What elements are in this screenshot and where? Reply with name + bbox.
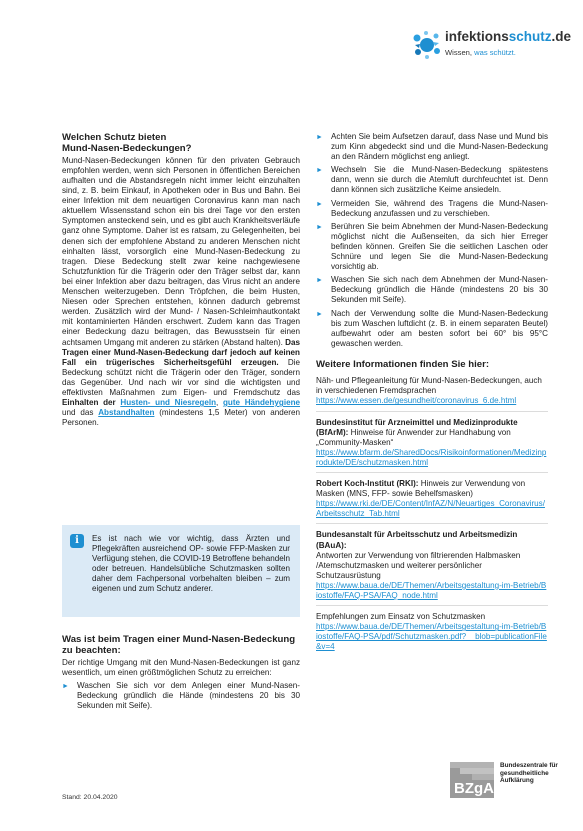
- link-block: Bundesinstitut für Arzneimittel und Medizinprodukte (BfArM): Hinweise für Anwender zur Handhabung von „Community-Masken“ https://www.bfarm.de/SharedDocs/Risikoinformationen/Medizinprodukte/DE/schutzmasken.html: [316, 418, 548, 473]
- bzga-logo-text: BZgA: [454, 780, 494, 797]
- handling-section: [62, 634, 300, 714]
- link-block: Bundesanstalt für Arbeitsschutz und Arbeitsmedizin (BAuA): Antworten zur Verwendung von filtrierenden Halbmasken /Atemschutzmasken und weiterer persönlicher Schutzausrüstung https://www.baua.de/DE/Themen/Arbeitsgestaltung-im-Betrieb/Biostoffe/FAQ-PSA/FAQ_node.html: [316, 530, 548, 606]
- link-block: Näh- und Pflegeanleitung für Mund-Nasen-Bedeckungen, auch in verschiedenen Fremdsprachen https://www.essen.de/gesundheit/coronavirus_6.de.html: [316, 376, 548, 411]
- list-item: ► Waschen Sie sich nach dem Abnehmen der Mund-Nasen-Bedeckung gründlich die Hände (mindestens 20 bis 30 Sekunden mit Seife).: [316, 275, 548, 305]
- list-item: ► Wechseln Sie die Mund-Nasen-Bedeckung spätestens dann, wenn sie durch die Atemluft durchfeuchtet ist. Denn dann können sich zusätzliche Keime ansiedeln.: [316, 165, 548, 195]
- url-link[interactable]: https://www.bfarm.de/SharedDocs/Risikoinformationen/Medizinprodukte/DE/schutzmasken.html: [316, 447, 547, 467]
- bullet-triangle-icon: ►: [316, 200, 323, 208]
- list-item: ► Nach der Verwendung sollte die Mund-Nasen-Bedeckung bis zum Waschen luftdicht (z. B. in einem separaten Beutel) aufbewahrt oder am besten sofort bei 60° bis 95°C gewaschen werden.: [316, 308, 548, 348]
- handling-list-left: [62, 681, 300, 711]
- handling-list-right: [316, 132, 548, 349]
- link-block: Robert Koch-Institut (RKI): Hinweis zur Verwendung von Masken (MNS, FFP- sowie Behelfsmasken) https://www.rki.de/DE/Content/InfAZ/N/Neuartiges_Coronavirus/Arbeitsschutz_Tab.html: [316, 479, 548, 524]
- bullet-triangle-icon: ►: [316, 277, 323, 285]
- document-date: Stand: 20.04.2020: [62, 794, 118, 801]
- bullet-triangle-icon: ►: [316, 167, 323, 175]
- bullet-triangle-icon: ►: [62, 683, 69, 690]
- warning-bold-text: Das Tragen einer Mund-Nasen-Bedeckung darf jedoch auf keinen Fall ein trügerisches Sicherheitsgefühl erzeugen.: [62, 337, 301, 367]
- bullet-triangle-icon: ►: [316, 310, 323, 318]
- bullet-triangle-icon: ►: [316, 134, 323, 141]
- info-box-text: Es ist nach wie vor wichtig, dass Ärzten und Pflegekräften ausreichend OP- sowie FFP-Masken zur Verfügung stehen, die COVID-19 Betroffene behandeln oder betreuen. Handelsübliche Schutzmasken sollten daher dem Fachpersonal vorbehalten bleiben – zum eigenen und zum Schutz anderer.: [92, 534, 290, 594]
- handling-intro: Der richtige Umgang mit den Mund-Nasen-Bedeckungen ist ganz wesentlich, um einen größtmöglichen Schutz zu erreichen:: [62, 657, 300, 677]
- bullet-triangle-icon: ►: [316, 223, 323, 231]
- url-link[interactable]: https://www.baua.de/DE/Themen/Arbeitsgestaltung-im-Betrieb/Biostoffe/FAQ-PSA/FAQ_node.html: [316, 580, 547, 600]
- list-item: ► Berühren Sie beim Abnehmen der Mund-Nasen-Bedeckung möglichst nicht die Außenseiten, da sich hier Erreger befinden können. Greifen Sie die seitlichen Laschen oder Schnüre und legen Sie die Mund-Nasen-Bedeckung vorsichtig ab.: [316, 221, 548, 272]
- url-link[interactable]: https://www.baua.de/DE/Themen/Arbeitsgestaltung-im-Betrieb/Biostoffe/FAQ-PSA/pdf/Schutzmasken.pdf?__blob=publicationFile&v=4: [316, 622, 547, 652]
- section-title-handling: Was ist beim Tragen einer Mund-Nasen-Bedeckung zu beachten:: [62, 634, 296, 657]
- link-abstandhalten[interactable]: Abstandhalten: [98, 408, 155, 418]
- bzga-logo: [450, 762, 494, 798]
- logo-wordmark: infektionsschutz.de: [445, 29, 572, 44]
- link-husten-niesregeln[interactable]: Husten- und Niesregeln: [120, 398, 217, 408]
- logo-tagline: Wissen, was schützt.: [445, 48, 516, 57]
- url-link[interactable]: https://www.essen.de/gesundheit/coronavirus_6.de.html: [316, 396, 517, 406]
- infektionsschutz-logo[interactable]: [412, 28, 572, 64]
- list-item: ► Waschen Sie sich vor dem Anlegen einer Mund-Nasen-Bedeckung gründlich die Hände (mindestens 20 bis 30 Sekunden mit Seife).: [62, 681, 300, 711]
- list-item: ► Achten Sie beim Aufsetzen darauf, dass Nase und Mund bis zum Kinn abgedeckt sind und die Mund-Nasen-Bedeckung an den Rändern möglichst eng anliegt.: [316, 132, 548, 162]
- section-title-protection: Welchen Schutz bieten Mund-Nasen-Bedeckungen?: [62, 132, 192, 155]
- url-link[interactable]: https://www.rki.de/DE/Content/InfAZ/N/Neuartiges_Coronavirus/Arbeitsschutz_Tab.html: [316, 499, 545, 519]
- link-block: Empfehlungen zum Einsatz von Schutzmasken https://www.baua.de/DE/Themen/Arbeitsgestaltung-im-Betrieb/Biostoffe/FAQ-PSA/pdf/Schutzmasken.pdf?__blob=publicationFile&v=4: [316, 612, 547, 652]
- bzga-org-name: Bundeszentrale für gesundheitliche Aufklärung: [500, 762, 558, 785]
- link-haendehygiene[interactable]: gute Händehygiene: [222, 398, 301, 408]
- virus-molecule-icon: [412, 30, 442, 60]
- right-column: [316, 132, 548, 662]
- list-item: ► Vermeiden Sie, während des Tragens die Mund-Nasen-Bedeckung anzufassen und zu verschieben.: [316, 198, 548, 218]
- info-icon: i: [70, 534, 84, 548]
- section-title-more-info: Weitere Informationen finden Sie hier:: [316, 358, 490, 370]
- info-box: [62, 525, 300, 617]
- left-column: [62, 132, 301, 711]
- protection-paragraph: Mund-Nasen-Bedeckungen können für den privaten Gebrauch empfohlen werden, wenn sich Personen in öffentlichen Bereichen aufhalten und die Abstandsregeln nicht immer leicht einzuhalten sind, z. B. beim Einkauf, in Apotheken oder in Bus und Bahn. Bei einer Infektion mit dem neuartigen Coronavirus kann man nach aktuellem Wissensstand schon ein bis drei Tage vor den ersten Symptomen ansteckend sein, und es gibt auch Krankheitsverläufe ganz ohne Symptome. Daher ist es ratsam, zu Gelegenheiten, bei denen sich der empfohlene Abstand zu anderen Menschen nicht einhalten lässt, vorsorglich eine Mund-Nasen-Bedeckung zu tragen. Diese Bedeckung stellt zwar keine nachgewiesene Schutzfunktion für die Trägerin oder den Träger selbst dar, kann bei einer Infektion aber dazu beitragen, das Virus nicht an andere Menschen weiterzugeben. Denn Tröpfchen, die beim Husten, Niesen oder Sprechen entstehen, können dadurch gebremst werden. Zusätzlich wird der Mund- / Nasen-Schleimhautkontakt mit kontaminierten Händen erschwert. Zudem kann das Tragen einer Bedeckung dazu beitragen, das Bewusstsein für einen achtsamen Umgang mit anderen zu stärken (Abstand halten). Das Tragen einer Mund-Nasen-Bedeckung darf jedoch auf keinen Fall ein trügerisches Sicherheitsgefühl erzeugen. Die Bedeckung schützt nicht die Trägerin oder den Träger, sondern das Gegenüber. Und nach wir vor sind die wichtigsten und effektivsten Maßnahmen zum Eigen- und Fremdschutz das Einhalten der Husten- und Niesregeln, gute Händehygiene und das Abstandhalten (mindestens 1,5 Meter) von anderen Personen.: [62, 155, 301, 428]
